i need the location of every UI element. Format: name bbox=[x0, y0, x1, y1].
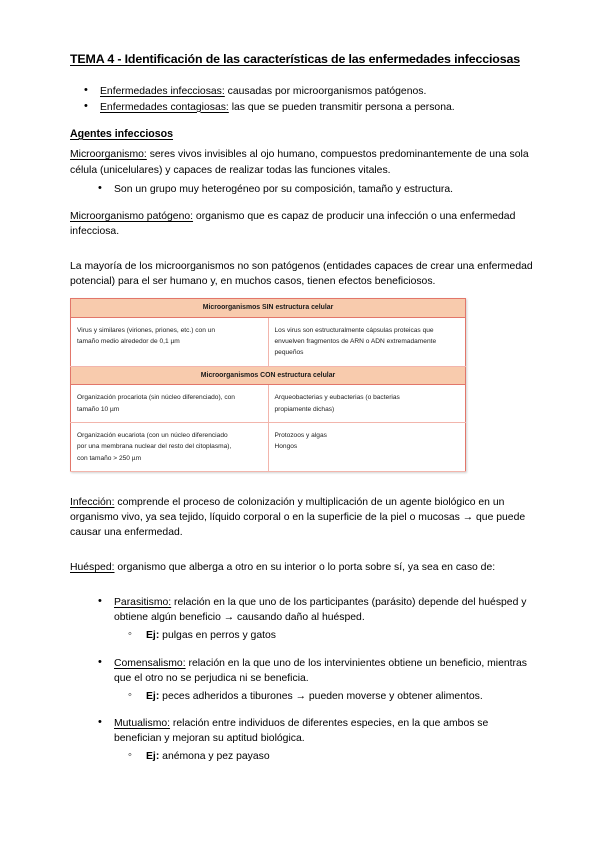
paragraph-huesped bbox=[70, 560, 538, 575]
table-banner-con-estructura: Microorganismos CON estructura celular bbox=[71, 366, 466, 385]
cell-line: por una membrana nuclear del resto del citoplasma), bbox=[77, 443, 232, 451]
example-text: pulgas en perros y gatos bbox=[159, 630, 276, 642]
term-mutualismo: Mutualismo: bbox=[114, 717, 171, 729]
cell-line: propiamente dichas) bbox=[274, 405, 335, 413]
table-cell-right bbox=[268, 422, 466, 471]
term-comensalismo: Comensalismo: bbox=[114, 657, 186, 669]
cell-line: tamaño 10 µm bbox=[77, 405, 120, 413]
table-banner-sin-estructura: Microorganismos SIN estructura celular bbox=[71, 299, 466, 318]
example-text: peces adheridos a tiburones → pueden moverse y obtener alimentos. bbox=[159, 690, 483, 702]
bullet-body-text: Son un grupo muy heterogéneo por su composición, tamaño y estructura. bbox=[114, 183, 454, 195]
list-item bbox=[70, 100, 538, 115]
paragraph-infeccion bbox=[70, 495, 538, 540]
cell-line: con tamaño > 250 µm bbox=[77, 454, 142, 462]
example-list bbox=[114, 689, 538, 704]
cell-line: tamaño medio alrededor de 0,1 µm bbox=[77, 338, 180, 346]
paragraph-microorganismo bbox=[70, 147, 538, 177]
paragraph-microorganismo-patogeno bbox=[70, 209, 538, 239]
table-cell-right bbox=[268, 385, 466, 423]
term-microorganismo-patogeno: Microorganismo patógeno: bbox=[70, 210, 194, 222]
list-item bbox=[70, 716, 538, 764]
table-cell-left bbox=[71, 422, 269, 471]
example-list bbox=[114, 628, 538, 643]
example-list bbox=[114, 749, 538, 764]
table-row bbox=[71, 366, 466, 385]
table-cell-right bbox=[268, 317, 466, 366]
cell-line: Los virus son estructuralmente cápsulas proteicas que bbox=[274, 326, 434, 334]
table-row bbox=[71, 422, 466, 471]
cell-line: Hongos bbox=[274, 443, 298, 451]
relations-bullet-list bbox=[70, 656, 538, 704]
microorganisms-table bbox=[70, 298, 466, 472]
table-row bbox=[71, 385, 466, 423]
definition-parasitismo: relación en la que uno de los participantes (parásito) depende del huésped y obtiene algún beneficio → causando daño al huésped. bbox=[114, 597, 527, 624]
cell-line: Arqueobacterias y eubacterias (o bacterias bbox=[274, 394, 400, 402]
definition-infeccion: comprende el proceso de colonización y multiplicación de un agente biológico en un organismo vivo, ya sea tejido, líquido corporal o en la superficie de la piel o mucosas → que puede causar una enfermedad. bbox=[70, 496, 526, 539]
bullet-lead-term: Enfermedades contagiosas: bbox=[100, 101, 229, 113]
spacer bbox=[70, 584, 538, 595]
cell-line: envuelven fragmentos de ARN o ADN extremadamente bbox=[274, 338, 437, 346]
bullet-body-text: las que se pueden transmitir persona a persona. bbox=[228, 101, 455, 113]
spacer bbox=[70, 472, 538, 483]
spacer bbox=[70, 116, 538, 127]
table-cell-left bbox=[71, 317, 269, 366]
cell-line: pequeños bbox=[274, 349, 304, 357]
list-item bbox=[114, 689, 538, 704]
spacer bbox=[70, 549, 538, 560]
list-item bbox=[70, 595, 538, 643]
table-row bbox=[71, 299, 466, 318]
cell-line: Protozoos y algas bbox=[274, 431, 327, 439]
page-title: TEMA 4 - Identificación de las características de las enfermedades infecciosas bbox=[70, 52, 520, 66]
definition-microorganismo-patogeno: organismo que es capaz de producir una infección o una enfermedad infecciosa. bbox=[70, 210, 516, 237]
list-item bbox=[70, 84, 538, 99]
spacer bbox=[70, 645, 538, 656]
spacer bbox=[70, 705, 538, 716]
table-row bbox=[71, 317, 466, 366]
section-heading-agentes-infecciosos: Agentes infecciosos bbox=[70, 127, 174, 140]
microorganismo-bullet-list bbox=[70, 182, 538, 197]
cell-line: Virus y similares (viriones, priones, etc.) con un bbox=[77, 326, 216, 334]
term-parasitismo: Parasitismo: bbox=[114, 597, 172, 609]
definition-microorganismo: seres vivos invisibles al ojo humano, compuestos predominantemente de una sola célula (unicelulares) y capaces de realizar todas las funciones vitales. bbox=[70, 149, 529, 176]
list-item bbox=[114, 749, 538, 764]
example-text: anémona y pez payaso bbox=[159, 750, 270, 762]
intro-bullet-list bbox=[70, 84, 538, 115]
term-microorganismo: Microorganismo: bbox=[70, 149, 147, 161]
table-cell-left bbox=[71, 385, 269, 423]
spacer bbox=[70, 198, 538, 209]
cell-line: Organización eucariota (con un núcleo diferenciado bbox=[77, 431, 228, 439]
example-label: Ej: bbox=[146, 630, 160, 642]
term-huesped: Huésped: bbox=[70, 562, 115, 574]
definition-huesped: organismo que alberga a otro en su interior o lo porta sobre sí, ya sea en caso de: bbox=[114, 562, 496, 574]
relations-bullet-list bbox=[70, 595, 538, 643]
bullet-lead-term: Enfermedades infecciosas: bbox=[100, 85, 225, 97]
example-label: Ej: bbox=[146, 750, 160, 762]
spacer bbox=[70, 248, 538, 259]
bullet-body-text: causadas por microorganismos patógenos. bbox=[224, 85, 427, 97]
list-item bbox=[70, 656, 538, 704]
list-item bbox=[114, 628, 538, 643]
term-infeccion: Infección: bbox=[70, 496, 115, 508]
definition-comensalismo: relación en la que uno de los intervinientes obtiene un beneficio, mientras que el otro no se perjudica ni se beneficia. bbox=[114, 657, 527, 684]
list-item bbox=[70, 182, 538, 197]
cell-line: Organización procariota (sin núcleo diferenciado), con bbox=[77, 394, 235, 402]
example-label: Ej: bbox=[146, 690, 160, 702]
relations-bullet-list bbox=[70, 716, 538, 764]
paragraph-mayoria-microorganismos: La mayoría de los microorganismos no son patógenos (entidades capaces de crear una enfermedad potencial) para el ser humano y, en muchos casos, tienen efectos beneficiosos. bbox=[70, 260, 533, 287]
definition-mutualismo: relación entre individuos de diferentes especies, en la que ambos se benefician y mejoran su aptitud biológica. bbox=[114, 717, 489, 744]
